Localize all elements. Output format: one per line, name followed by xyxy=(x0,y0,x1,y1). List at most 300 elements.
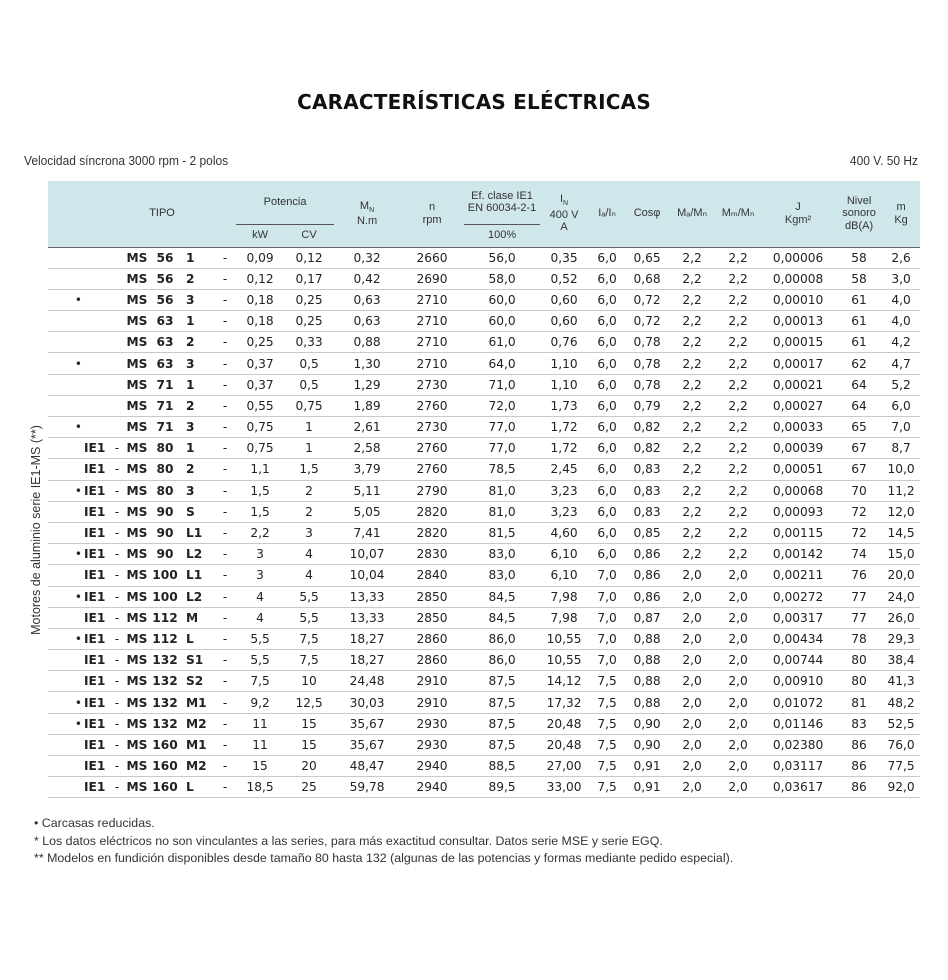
dash-cell: - xyxy=(214,671,236,692)
kw-cell: 0,18 xyxy=(236,311,284,332)
mm-mn-cell: 2,0 xyxy=(716,777,760,798)
cos-cell: 0,88 xyxy=(626,671,668,692)
inertia-cell: 0,03117 xyxy=(760,756,836,777)
ma-mn-cell: 2,2 xyxy=(668,311,716,332)
rpm-cell: 2860 xyxy=(400,650,464,671)
code-cell: L2 xyxy=(180,586,214,607)
size-cell: 132 xyxy=(150,713,180,734)
dash-cell: - xyxy=(110,480,124,501)
ma-mn-cell: 2,0 xyxy=(668,777,716,798)
ie-cell xyxy=(84,332,110,353)
cv-cell: 5,5 xyxy=(284,607,334,628)
series-cell: MS xyxy=(124,353,150,374)
current-cell: 7,98 xyxy=(540,607,588,628)
inertia-cell: 0,00021 xyxy=(760,374,836,395)
cv-cell: 0,5 xyxy=(284,374,334,395)
mm-mn-cell: 2,0 xyxy=(716,650,760,671)
cos-cell: 0,88 xyxy=(626,692,668,713)
ma-mn-cell: 2,0 xyxy=(668,650,716,671)
inertia-cell: 0,00013 xyxy=(760,311,836,332)
kw-cell: 0,75 xyxy=(236,438,284,459)
mn-cell: 13,33 xyxy=(334,607,400,628)
mn-cell: 5,05 xyxy=(334,501,400,522)
dash-cell: - xyxy=(110,438,124,459)
ma-mn-cell: 2,2 xyxy=(668,289,716,310)
ie-cell: IE1 xyxy=(84,692,110,713)
kw-cell: 3 xyxy=(236,565,284,586)
cos-cell: 0,90 xyxy=(626,734,668,755)
header-cos: Cosφ xyxy=(626,181,668,247)
reduced-frame-marker xyxy=(48,247,84,268)
reduced-frame-marker xyxy=(48,650,84,671)
ia-in-cell: 7,5 xyxy=(588,713,626,734)
code-cell: M xyxy=(180,607,214,628)
current-cell: 0,35 xyxy=(540,247,588,268)
ia-in-cell: 6,0 xyxy=(588,247,626,268)
cv-cell: 0,12 xyxy=(284,247,334,268)
rpm-cell: 2760 xyxy=(400,438,464,459)
code-cell: 1 xyxy=(180,311,214,332)
current-cell: 4,60 xyxy=(540,522,588,543)
current-cell: 17,32 xyxy=(540,692,588,713)
rpm-cell: 2830 xyxy=(400,544,464,565)
size-cell: 160 xyxy=(150,756,180,777)
ma-mn-cell: 2,2 xyxy=(668,395,716,416)
mass-cell: 26,0 xyxy=(882,607,920,628)
reduced-frame-marker xyxy=(48,501,84,522)
ie-cell: IE1 xyxy=(84,522,110,543)
cos-cell: 0,79 xyxy=(626,395,668,416)
efficiency-cell: 86,0 xyxy=(464,650,540,671)
efficiency-cell: 89,5 xyxy=(464,777,540,798)
ie-cell: IE1 xyxy=(84,544,110,565)
kw-cell: 2,2 xyxy=(236,522,284,543)
dash-cell: - xyxy=(110,459,124,480)
cos-cell: 0,87 xyxy=(626,607,668,628)
ie-cell xyxy=(84,268,110,289)
efficiency-cell: 60,0 xyxy=(464,311,540,332)
mass-cell: 4,2 xyxy=(882,332,920,353)
reduced-frame-marker: • xyxy=(48,417,84,438)
mass-cell: 4,7 xyxy=(882,353,920,374)
cos-cell: 0,82 xyxy=(626,438,668,459)
series-cell: MS xyxy=(124,692,150,713)
cv-cell: 0,33 xyxy=(284,332,334,353)
noise-cell: 67 xyxy=(836,438,882,459)
dash-cell: - xyxy=(110,586,124,607)
mn-cell: 30,03 xyxy=(334,692,400,713)
table-row xyxy=(48,734,920,755)
table-row xyxy=(48,311,920,332)
header-ia-in: Iₐ/Iₙ xyxy=(588,181,626,247)
table-row xyxy=(48,374,920,395)
ia-in-cell: 7,5 xyxy=(588,777,626,798)
mm-mn-cell: 2,0 xyxy=(716,607,760,628)
ie-cell xyxy=(84,247,110,268)
noise-cell: 80 xyxy=(836,650,882,671)
mass-cell: 29,3 xyxy=(882,628,920,649)
cos-cell: 0,86 xyxy=(626,586,668,607)
rpm-cell: 2820 xyxy=(400,522,464,543)
cos-cell: 0,86 xyxy=(626,565,668,586)
inertia-cell: 0,00272 xyxy=(760,586,836,607)
kw-cell: 7,5 xyxy=(236,671,284,692)
table-row xyxy=(48,650,920,671)
current-cell: 0,60 xyxy=(540,311,588,332)
mass-cell: 2,6 xyxy=(882,247,920,268)
ma-mn-cell: 2,2 xyxy=(668,522,716,543)
current-cell: 1,10 xyxy=(540,353,588,374)
current-cell: 20,48 xyxy=(540,713,588,734)
efficiency-cell: 86,0 xyxy=(464,628,540,649)
inertia-cell: 0,00068 xyxy=(760,480,836,501)
size-cell: 71 xyxy=(150,395,180,416)
noise-cell: 76 xyxy=(836,565,882,586)
size-cell: 100 xyxy=(150,586,180,607)
current-cell: 6,10 xyxy=(540,565,588,586)
kw-cell: 15 xyxy=(236,756,284,777)
noise-cell: 77 xyxy=(836,607,882,628)
size-cell: 90 xyxy=(150,522,180,543)
table-row xyxy=(48,607,920,628)
header-potencia: Potencia xyxy=(236,181,334,224)
mm-mn-cell: 2,2 xyxy=(716,289,760,310)
header-mass: m Kg xyxy=(882,181,920,247)
ie-cell xyxy=(84,289,110,310)
code-cell: S1 xyxy=(180,650,214,671)
inertia-cell: 0,01072 xyxy=(760,692,836,713)
series-cell: MS xyxy=(124,268,150,289)
code-cell: M1 xyxy=(180,692,214,713)
noise-cell: 86 xyxy=(836,777,882,798)
kw-cell: 1,5 xyxy=(236,501,284,522)
efficiency-cell: 87,5 xyxy=(464,734,540,755)
mn-cell: 1,30 xyxy=(334,353,400,374)
dash-cell: - xyxy=(110,713,124,734)
series-cell: MS xyxy=(124,544,150,565)
dash-cell: - xyxy=(110,777,124,798)
dash-cell: - xyxy=(214,628,236,649)
dash-cell: - xyxy=(110,544,124,565)
table-row xyxy=(48,332,920,353)
inertia-cell: 0,00010 xyxy=(760,289,836,310)
current-cell: 33,00 xyxy=(540,777,588,798)
size-cell: 80 xyxy=(150,438,180,459)
rpm-cell: 2940 xyxy=(400,777,464,798)
ia-in-cell: 6,0 xyxy=(588,395,626,416)
size-cell: 112 xyxy=(150,628,180,649)
mn-cell: 0,63 xyxy=(334,289,400,310)
series-cell: MS xyxy=(124,671,150,692)
reduced-frame-marker xyxy=(48,459,84,480)
kw-cell: 11 xyxy=(236,713,284,734)
cv-cell: 0,25 xyxy=(284,311,334,332)
ie-cell xyxy=(84,353,110,374)
reduced-frame-marker: • xyxy=(48,586,84,607)
cv-cell: 3 xyxy=(284,522,334,543)
mn-cell: 1,89 xyxy=(334,395,400,416)
ma-mn-cell: 2,0 xyxy=(668,565,716,586)
mm-mn-cell: 2,2 xyxy=(716,395,760,416)
cos-cell: 0,88 xyxy=(626,650,668,671)
dash-cell: - xyxy=(214,607,236,628)
ia-in-cell: 7,0 xyxy=(588,607,626,628)
current-cell: 14,12 xyxy=(540,671,588,692)
mm-mn-cell: 2,2 xyxy=(716,247,760,268)
noise-cell: 62 xyxy=(836,353,882,374)
efficiency-cell: 72,0 xyxy=(464,395,540,416)
cos-cell: 0,65 xyxy=(626,247,668,268)
series-cell: MS xyxy=(124,756,150,777)
mass-cell: 8,7 xyxy=(882,438,920,459)
code-cell: S2 xyxy=(180,671,214,692)
mm-mn-cell: 2,0 xyxy=(716,734,760,755)
table-row xyxy=(48,713,920,734)
dash-cell: - xyxy=(110,501,124,522)
kw-cell: 1,1 xyxy=(236,459,284,480)
speed-subtitle: Velocidad síncrona 3000 rpm - 2 polos xyxy=(24,153,229,168)
noise-cell: 61 xyxy=(836,289,882,310)
dash-cell: - xyxy=(214,777,236,798)
dash-cell: - xyxy=(214,734,236,755)
mass-cell: 41,3 xyxy=(882,671,920,692)
ie-cell: IE1 xyxy=(84,607,110,628)
table-row xyxy=(48,565,920,586)
cv-cell: 25 xyxy=(284,777,334,798)
mn-cell: 35,67 xyxy=(334,713,400,734)
current-cell: 1,73 xyxy=(540,395,588,416)
footnote-cast-models: ** Modelos en fundición disponibles desde tamaño 80 hasta 132 (algunas de las potencias y formas mediante pedido especial). xyxy=(34,851,734,865)
dash-cell: - xyxy=(214,247,236,268)
size-cell: 160 xyxy=(150,777,180,798)
footnote-reduced: • Carcasas reducidas. xyxy=(34,816,155,830)
size-cell: 56 xyxy=(150,268,180,289)
table-row xyxy=(48,501,920,522)
size-cell: 71 xyxy=(150,374,180,395)
cos-cell: 0,72 xyxy=(626,311,668,332)
code-cell: 1 xyxy=(180,374,214,395)
current-cell: 0,76 xyxy=(540,332,588,353)
rpm-cell: 2710 xyxy=(400,289,464,310)
mn-cell: 10,07 xyxy=(334,544,400,565)
kw-cell: 3 xyxy=(236,544,284,565)
mass-cell: 20,0 xyxy=(882,565,920,586)
ie-cell: IE1 xyxy=(84,777,110,798)
mn-cell: 7,41 xyxy=(334,522,400,543)
dash-cell: - xyxy=(214,501,236,522)
noise-cell: 72 xyxy=(836,522,882,543)
mm-mn-cell: 2,2 xyxy=(716,332,760,353)
mn-cell: 1,29 xyxy=(334,374,400,395)
code-cell: 3 xyxy=(180,289,214,310)
ma-mn-cell: 2,2 xyxy=(668,353,716,374)
inertia-cell: 0,00039 xyxy=(760,438,836,459)
ia-in-cell: 7,0 xyxy=(588,565,626,586)
dash-cell xyxy=(110,417,124,438)
mass-cell: 52,5 xyxy=(882,713,920,734)
ie-cell: IE1 xyxy=(84,650,110,671)
size-cell: 63 xyxy=(150,311,180,332)
mn-cell: 0,63 xyxy=(334,311,400,332)
noise-cell: 58 xyxy=(836,247,882,268)
cos-cell: 0,78 xyxy=(626,353,668,374)
current-cell: 0,52 xyxy=(540,268,588,289)
efficiency-cell: 87,5 xyxy=(464,713,540,734)
cv-cell: 0,25 xyxy=(284,289,334,310)
size-cell: 56 xyxy=(150,289,180,310)
inertia-cell: 0,03617 xyxy=(760,777,836,798)
header-mm-mn: Mₘ/Mₙ xyxy=(716,181,760,247)
rpm-cell: 2930 xyxy=(400,713,464,734)
dash-cell: - xyxy=(214,480,236,501)
series-cell: MS xyxy=(124,395,150,416)
dash-cell: - xyxy=(214,289,236,310)
size-cell: 132 xyxy=(150,692,180,713)
kw-cell: 0,37 xyxy=(236,374,284,395)
cv-cell: 2 xyxy=(284,480,334,501)
cv-cell: 10 xyxy=(284,671,334,692)
mass-cell: 10,0 xyxy=(882,459,920,480)
cv-cell: 15 xyxy=(284,734,334,755)
noise-cell: 81 xyxy=(836,692,882,713)
current-cell: 1,72 xyxy=(540,438,588,459)
header-ef-unit: 100% xyxy=(464,224,540,247)
kw-cell: 5,5 xyxy=(236,628,284,649)
noise-cell: 78 xyxy=(836,628,882,649)
mm-mn-cell: 2,0 xyxy=(716,628,760,649)
cos-cell: 0,85 xyxy=(626,522,668,543)
efficiency-cell: 77,0 xyxy=(464,438,540,459)
rpm-cell: 2820 xyxy=(400,501,464,522)
code-cell: L xyxy=(180,777,214,798)
efficiency-cell: 83,0 xyxy=(464,565,540,586)
inertia-cell: 0,00317 xyxy=(760,607,836,628)
ia-in-cell: 6,0 xyxy=(588,311,626,332)
header-efficiency: Ef. clase IE1 EN 60034-2-1 xyxy=(464,181,540,224)
voltage-subtitle: 400 V. 50 Hz xyxy=(849,153,918,168)
mn-cell: 0,88 xyxy=(334,332,400,353)
noise-cell: 67 xyxy=(836,459,882,480)
footnote-electrical-data: * Los datos eléctricos no son vinculantes a las series, para más exactitud consultar. Datos serie MSE y serie EGQ. xyxy=(34,834,663,848)
dash-cell: - xyxy=(214,522,236,543)
table-row xyxy=(48,544,920,565)
inertia-cell: 0,00051 xyxy=(760,459,836,480)
header-cv: CV xyxy=(284,224,334,247)
ia-in-cell: 6,0 xyxy=(588,417,626,438)
size-cell: 132 xyxy=(150,650,180,671)
inertia-cell: 0,00115 xyxy=(760,522,836,543)
header-ma-mn: Mₐ/Mₙ xyxy=(668,181,716,247)
mn-cell: 0,32 xyxy=(334,247,400,268)
reduced-frame-marker xyxy=(48,777,84,798)
current-cell: 20,48 xyxy=(540,734,588,755)
ma-mn-cell: 2,0 xyxy=(668,713,716,734)
efficiency-cell: 56,0 xyxy=(464,247,540,268)
dash-cell: - xyxy=(214,544,236,565)
mm-mn-cell: 2,2 xyxy=(716,501,760,522)
cos-cell: 0,91 xyxy=(626,756,668,777)
mass-cell: 15,0 xyxy=(882,544,920,565)
dash-cell: - xyxy=(214,459,236,480)
size-cell: 63 xyxy=(150,332,180,353)
code-cell: 1 xyxy=(180,247,214,268)
reduced-frame-marker xyxy=(48,438,84,459)
cv-cell: 12,5 xyxy=(284,692,334,713)
dash-cell: - xyxy=(214,565,236,586)
code-cell: L2 xyxy=(180,544,214,565)
size-cell: 56 xyxy=(150,247,180,268)
reduced-frame-marker: • xyxy=(48,480,84,501)
ma-mn-cell: 2,2 xyxy=(668,332,716,353)
mass-cell: 6,0 xyxy=(882,395,920,416)
inertia-cell: 0,01146 xyxy=(760,713,836,734)
rpm-cell: 2910 xyxy=(400,692,464,713)
mn-cell: 5,11 xyxy=(334,480,400,501)
ia-in-cell: 7,5 xyxy=(588,692,626,713)
ma-mn-cell: 2,0 xyxy=(668,734,716,755)
mass-cell: 4,0 xyxy=(882,311,920,332)
table-row xyxy=(48,671,920,692)
inertia-cell: 0,00017 xyxy=(760,353,836,374)
reduced-frame-marker xyxy=(48,565,84,586)
dash-cell: - xyxy=(214,395,236,416)
series-cell: MS xyxy=(124,628,150,649)
efficiency-cell: 61,0 xyxy=(464,332,540,353)
ie-cell xyxy=(84,374,110,395)
code-cell: S xyxy=(180,501,214,522)
code-cell: L1 xyxy=(180,522,214,543)
ia-in-cell: 7,5 xyxy=(588,756,626,777)
dash-cell: - xyxy=(214,586,236,607)
reduced-frame-marker xyxy=(48,374,84,395)
mass-cell: 14,5 xyxy=(882,522,920,543)
dash-cell: - xyxy=(214,713,236,734)
efficiency-cell: 58,0 xyxy=(464,268,540,289)
dash-cell: - xyxy=(214,417,236,438)
mm-mn-cell: 2,2 xyxy=(716,311,760,332)
ie-cell: IE1 xyxy=(84,734,110,755)
efficiency-cell: 81,5 xyxy=(464,522,540,543)
code-cell: 2 xyxy=(180,268,214,289)
mass-cell: 3,0 xyxy=(882,268,920,289)
cos-cell: 0,88 xyxy=(626,628,668,649)
current-cell: 1,72 xyxy=(540,417,588,438)
mass-cell: 11,2 xyxy=(882,480,920,501)
efficiency-cell: 77,0 xyxy=(464,417,540,438)
dash-cell: - xyxy=(110,607,124,628)
cv-cell: 4 xyxy=(284,544,334,565)
ia-in-cell: 6,0 xyxy=(588,501,626,522)
size-cell: 112 xyxy=(150,607,180,628)
dash-cell: - xyxy=(110,565,124,586)
reduced-frame-marker: • xyxy=(48,544,84,565)
cv-cell: 0,17 xyxy=(284,268,334,289)
dash-cell: - xyxy=(214,756,236,777)
ia-in-cell: 6,0 xyxy=(588,522,626,543)
series-cell: MS xyxy=(124,607,150,628)
ia-in-cell: 7,0 xyxy=(588,628,626,649)
dash-cell xyxy=(110,374,124,395)
ia-in-cell: 7,0 xyxy=(588,650,626,671)
efficiency-cell: 78,5 xyxy=(464,459,540,480)
reduced-frame-marker xyxy=(48,332,84,353)
ma-mn-cell: 2,2 xyxy=(668,417,716,438)
kw-cell: 5,5 xyxy=(236,650,284,671)
mm-mn-cell: 2,2 xyxy=(716,544,760,565)
ie-cell: IE1 xyxy=(84,671,110,692)
table-row xyxy=(48,417,920,438)
header-in: $I_N$ 400 V A xyxy=(540,181,588,247)
